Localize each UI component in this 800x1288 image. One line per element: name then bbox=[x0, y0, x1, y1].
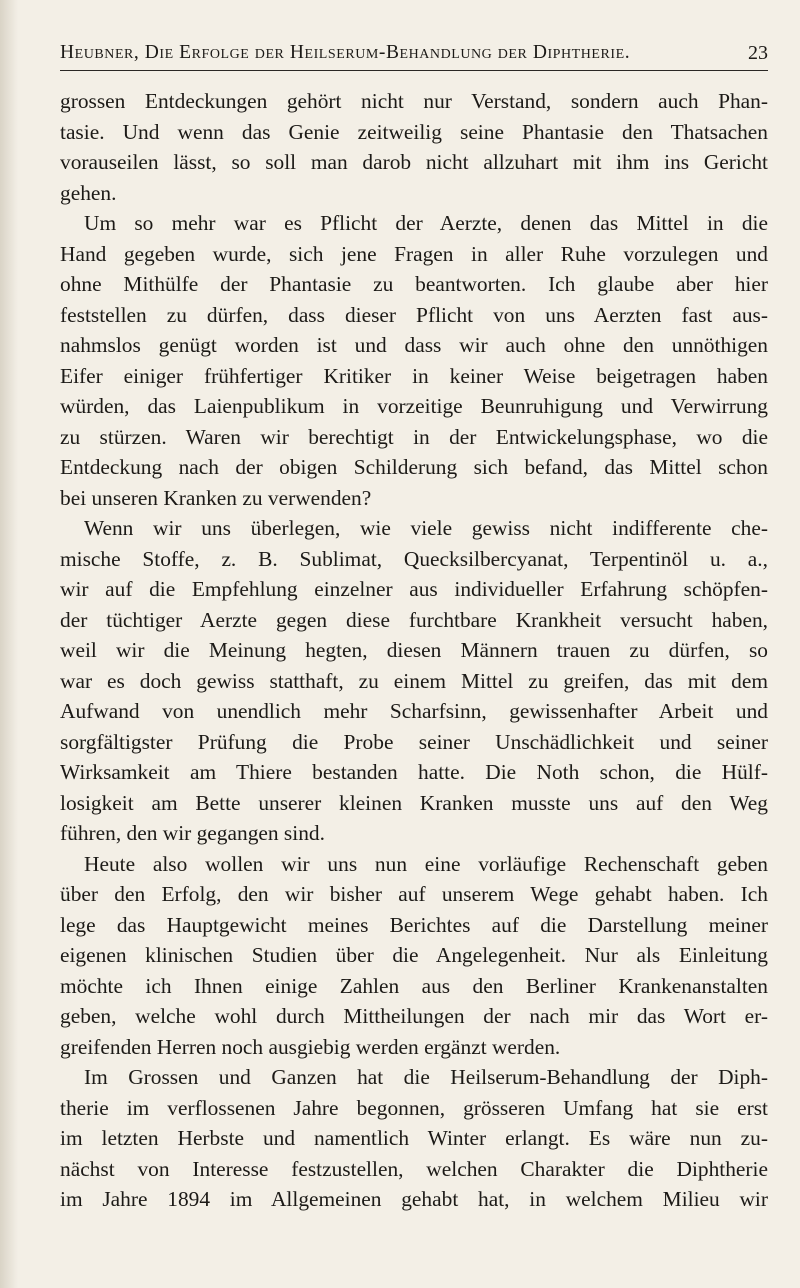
text-line: Im Grossen und Ganzen hat die Heilserum-Behandlung der Diph- bbox=[84, 1065, 768, 1089]
text-line: therie im verflossenen Jahre begonnen, grösseren Umfang hat sie erst bbox=[60, 1095, 768, 1120]
page-number: 23 bbox=[748, 42, 768, 64]
text-line: lege das Hauptgewicht meines Berichtes auf die Darstellung meiner bbox=[60, 912, 768, 937]
text-line: möchte ich Ihnen einige Zahlen aus den Berliner Krankenanstalten bbox=[60, 973, 768, 998]
text-line: Um so mehr war es Pflicht der Aerzte, denen das Mittel in die bbox=[84, 211, 768, 235]
binding-shadow bbox=[0, 0, 18, 1288]
text-line: zu stürzen. Waren wir berechtigt in der Entwickelungsphase, wo die bbox=[60, 424, 768, 449]
text-line: würden, das Laienpublikum in vorzeitige Beunruhigung und Verwirrung bbox=[60, 394, 768, 418]
text-line: bei unseren Kranken zu verwenden? bbox=[60, 485, 372, 510]
text-line: nächst von Interesse festzustellen, welchen Charakter die Diphtherie bbox=[60, 1156, 768, 1181]
text-line: Hand gegeben wurde, sich jene Fragen in aller Ruhe vorzulegen und bbox=[60, 241, 768, 266]
text-line: war es doch gewiss statthaft, zu einem Mittel zu greifen, das mit dem bbox=[60, 668, 768, 693]
text-line: ohne Mithülfe der Phantasie zu beantworten. Ich glaube aber hier bbox=[60, 272, 768, 296]
text-line: geben, welche wohl durch Mittheilungen der nach mir das Wort er- bbox=[60, 1004, 768, 1028]
text-line: führen, den wir gegangen sind. bbox=[60, 821, 325, 845]
text-line: mische Stoffe, z. B. Sublimat, Quecksilbercyanat, Terpentinöl u. a., bbox=[60, 546, 768, 571]
text-line: im letzten Herbste und namentlich Winter erlangt. Es wäre nun zu- bbox=[60, 1126, 768, 1150]
text-line: feststellen zu dürfen, dass dieser Pflicht von uns Aerzten fast aus- bbox=[60, 302, 768, 327]
text-line: wir auf die Empfehlung einzelner aus individueller Erfahrung schöpfen- bbox=[60, 577, 768, 601]
text-line: Wirksamkeit am Thiere bestanden hatte. Die Noth schon, die Hülf- bbox=[60, 760, 768, 784]
text-line: Aufwand von unendlich mehr Scharfsinn, gewissenhafter Arbeit und bbox=[60, 699, 768, 723]
text-line: weil wir die Meinung hegten, diesen Männern trauen zu dürfen, so bbox=[60, 638, 768, 662]
text-line: eigenen klinischen Studien über die Angelegenheit. Nur als Einleitung bbox=[60, 943, 768, 967]
running-head bbox=[60, 40, 768, 71]
text-line: gehen. bbox=[60, 180, 117, 205]
text-line: tasie. Und wenn das Genie zeitweilig seine Phantasie den Thatsachen bbox=[60, 119, 768, 144]
text-line: sorgfältigster Prüfung die Probe seiner Unschädlichkeit und seiner bbox=[60, 729, 768, 754]
text-line: der tüchtiger Aerzte gegen diese furchtbare Krankheit versucht haben, bbox=[60, 607, 768, 632]
text-line: über den Erfolg, den wir bisher auf unserem Wege gehabt haben. Ich bbox=[60, 882, 768, 906]
running-head-title: Heubner, Die Erfolge der Heilserum-Behandlung der Diphtherie. bbox=[60, 42, 631, 63]
text-line: im Jahre 1894 im Allgemeinen gehabt hat, in welchem Milieu wir bbox=[60, 1187, 768, 1211]
text-line: Eifer einiger frühfertiger Kritiker in keiner Weise beigetragen haben bbox=[60, 363, 768, 388]
text-line: grossen Entdeckungen gehört nicht nur Verstand, sondern auch Phan- bbox=[60, 89, 768, 113]
body-text bbox=[60, 86, 768, 1215]
text-line: Wenn wir uns überlegen, wie viele gewiss nicht indifferente che- bbox=[84, 516, 768, 540]
text-line: greifenden Herren noch ausgiebig werden ergänzt werden. bbox=[60, 1034, 561, 1059]
text-line: nahmslos genügt worden ist und dass wir auch ohne den unnöthigen bbox=[60, 333, 768, 357]
text-line: Entdeckung nach der obigen Schilderung sich befand, das Mittel schon bbox=[60, 455, 768, 479]
text-line: Heute also wollen wir uns nun eine vorläufige Rechenschaft geben bbox=[84, 851, 768, 876]
text-line: losigkeit am Bette unserer kleinen Kranken musste uns auf den Weg bbox=[60, 790, 768, 815]
text-line: vorauseilen lässt, so soll man darob nicht allzuhart mit ihm ins Gericht bbox=[60, 150, 768, 174]
